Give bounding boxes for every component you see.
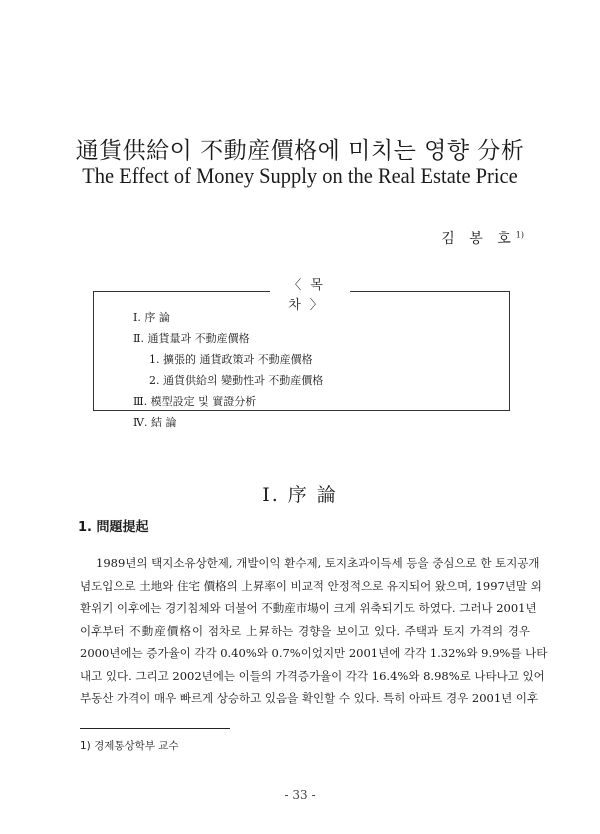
title-english: The Effect of Money Supply on the Real Estate Price [82,163,518,188]
toc-item: Ⅰ. 序 論 [133,311,170,324]
body-paragraph [80,552,548,710]
paragraph-line: 내고 있다. 그리고 2002년에는 이들의 가격증가율이 각각 16.4%와 8.98%로 나타나고 있어 [80,668,545,683]
paragraph-line: 부동산 가격이 매우 빠르게 상승하고 있음을 확인할 수 있다. 특히 아파트 경우 2001년 이후 [80,691,539,705]
toc-title: 〈목 차〉 [270,276,350,316]
author-name: 김 봉 호 [441,231,516,247]
toc-item: 1. 擴張的 通貨政策과 不動産價格 [149,353,313,366]
toc-list [133,307,323,433]
paragraph-line: 2000년에는 증가율이 각각 0.40%와 0.7%이었지만 2001년에 각각 1.32%와 9.9%를 나타 [80,646,548,660]
toc-item: 2. 通貨供給의 變動性과 不動産價格 [149,374,324,387]
page-number: - 33 - [284,788,316,802]
paragraph-line: 념도입으로 土地와 住宅 價格의 上昇率이 비교적 안정적으로 유지되어 왔으며, 1997년말 외 [80,578,542,593]
author [441,228,524,248]
paragraph-line: 환위기 이후에는 경기침체와 더불어 不動産市場이 크게 위축되기도 하였다. 그러나 2001년 [80,601,537,615]
author-footnote-marker: 1) [515,230,524,240]
subsection-heading: 1. 問題提起 [78,520,149,535]
toc-item: Ⅱ. 通貨量과 不動産價格 [133,332,250,345]
toc-title-text: 목 차 [288,278,332,313]
footnote: 1) 경제통상학부 교수 [80,740,179,752]
toc-item: Ⅲ. 模型設定 및 實證分析 [133,395,257,408]
title-korean: 通貨供給이 不動産價格에 미치는 영향 分析 [75,138,525,164]
toc-item: Ⅳ. 結 論 [133,416,177,429]
paragraph-line: 이후부터 不動産價格이 점차로 上昇하는 경향을 보이고 있다. 주택과 토지 가격의 경우 [80,623,530,638]
section-heading: Ⅰ. 序 論 [262,484,338,506]
footnote-divider [80,728,230,729]
paragraph-line: 1989년의 택지소유상한제, 개발이익 환수제, 토지초과이득세 등을 중심으로 한 토지공개 [96,556,540,570]
